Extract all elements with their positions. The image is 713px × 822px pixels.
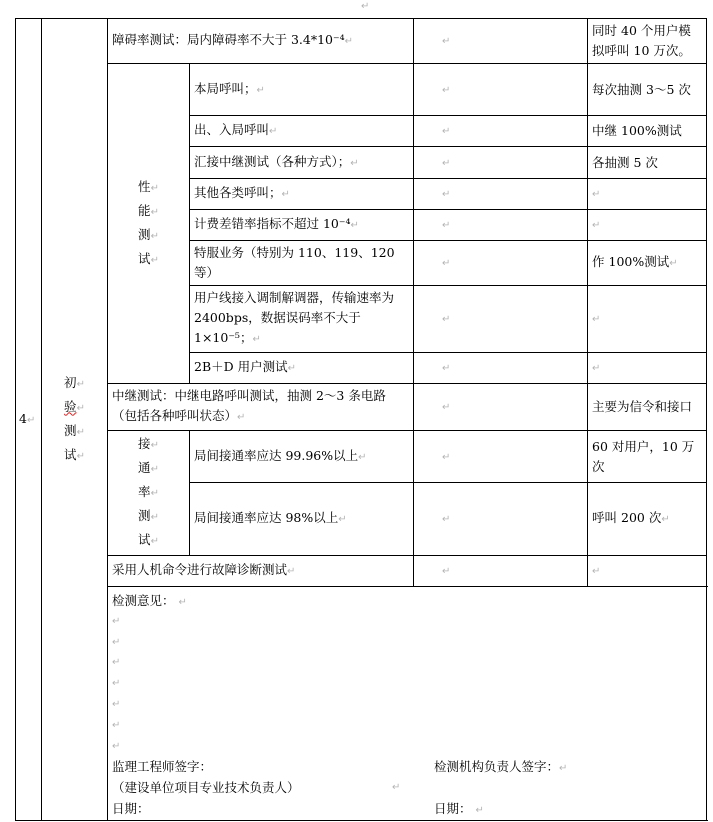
- result-cell: ↵: [414, 116, 588, 147]
- table-row: [16, 384, 707, 431]
- local-call-text: 本局呼叫；↵: [190, 64, 414, 116]
- connect-label-cell: [108, 431, 190, 556]
- modem-note: ↵: [588, 286, 707, 353]
- paragraph-mark: ↵: [112, 678, 121, 690]
- trunk-text: 中继测试：中继电路呼叫测试，抽测 2～3 条电路（包括各种呼叫状态）↵: [108, 384, 414, 431]
- opinion-label: 检测意见： ↵: [112, 593, 187, 608]
- item-number: 4: [19, 410, 27, 426]
- result-cell: ↵: [414, 179, 588, 210]
- supervisor-date: 日期：: [112, 800, 150, 816]
- table-row: [16, 64, 707, 116]
- diag-note: ↵: [588, 556, 707, 587]
- modem-text: 用户线接入调制解调器，传输速率为 2400bps，数据误码率不大于 1×10⁻⁵；↵: [190, 286, 414, 353]
- inspection-table: [15, 18, 707, 821]
- opinion-section: [108, 587, 707, 821]
- other-calls-note: ↵: [588, 179, 707, 210]
- special-text: 特服业务（特别为 110、119、120 等）: [190, 241, 414, 286]
- connect-char: 测↵: [138, 508, 159, 523]
- table-row: [16, 587, 707, 821]
- trunk-note: 主要为信令和接口: [588, 384, 707, 431]
- paragraph-mark: ↵: [112, 719, 121, 731]
- result-cell: ↵: [414, 384, 588, 431]
- inspector-date: 日期： ↵: [434, 800, 484, 816]
- connect-inter-text: 局间接通率应达 99.96%以上↵: [190, 431, 414, 483]
- special-note: 作 100%测试↵: [588, 241, 707, 286]
- signature-row: [112, 757, 702, 778]
- isdn-note: ↵: [588, 353, 707, 384]
- perf-label-cell: [108, 64, 190, 384]
- isdn-text: 2B＋D 用户测试↵: [190, 353, 414, 384]
- date-row: [112, 799, 702, 820]
- in-out-call-note: 中继 100%测试: [588, 116, 707, 147]
- perf-char: 试↵: [138, 250, 159, 266]
- other-calls-text: 其他各类呼叫；↵: [190, 179, 414, 210]
- billing-text: 计费差错率指标不超过 10⁻⁴↵: [190, 210, 414, 241]
- paragraph-mark: ↵: [112, 698, 121, 710]
- result-cell: ↵: [414, 241, 588, 286]
- stage-char: 初↵: [64, 374, 85, 390]
- table-row: [16, 431, 707, 483]
- connect-98-note: 呼叫 200 次↵: [588, 483, 707, 556]
- result-cell: ↵: [414, 353, 588, 384]
- result-cell: ↵: [414, 147, 588, 179]
- paragraph-mark: ↵: [112, 615, 121, 627]
- construction-unit: （建设单位项目专业技术负责人）: [112, 780, 300, 796]
- billing-note: ↵: [588, 210, 707, 241]
- connect-inter-note: 60 对用户，10 万次: [588, 431, 707, 483]
- tandem-note: 各抽测 5 次: [588, 147, 707, 179]
- table-row: [16, 19, 707, 64]
- result-cell: ↵: [414, 19, 588, 64]
- table-row: [16, 556, 707, 587]
- result-cell: ↵: [414, 556, 588, 587]
- tandem-text: 汇接中继测试（各种方式）；↵: [190, 147, 414, 179]
- connect-char: 试↵: [138, 532, 159, 547]
- paragraph-mark: ↵: [112, 636, 121, 648]
- item-number-cell: [16, 19, 42, 821]
- connect-char: 通↵: [138, 460, 159, 475]
- stage-char: 测↵: [64, 422, 85, 438]
- stage-label-cell: [42, 19, 108, 821]
- fault-rate-note: 同时 40 个用户模拟呼叫 10 万次。: [588, 19, 707, 64]
- perf-char: 能↵: [138, 202, 159, 218]
- result-cell: ↵: [414, 431, 588, 483]
- connect-char: 率↵: [138, 484, 159, 499]
- local-call-note: 每次抽测 3～5 次: [588, 64, 707, 116]
- connect-98-text: 局间接通率应达 98%以上↵: [190, 483, 414, 556]
- paragraph-mark: ↵: [112, 740, 121, 752]
- paragraph-mark: ↵: [112, 657, 121, 669]
- diag-text: 采用人机命令进行故障诊断测试↵: [108, 556, 414, 587]
- stage-char: 验↵: [64, 398, 85, 414]
- result-cell: ↵: [414, 286, 588, 353]
- result-cell: ↵: [414, 483, 588, 556]
- result-cell: ↵: [414, 210, 588, 241]
- inspector-sign: 检测机构负责人签字：↵: [434, 759, 568, 775]
- construction-unit-row: [112, 778, 702, 799]
- supervisor-sign: 监理工程师签字：: [112, 759, 213, 775]
- stage-char: 试↵: [64, 446, 85, 462]
- connect-char: 接↵: [138, 436, 159, 451]
- paragraph-mark: ↵: [392, 782, 401, 794]
- paragraph-mark: ↵: [361, 1, 370, 12]
- in-out-call-text: 出、入局呼叫↵: [190, 116, 414, 147]
- perf-char: 测↵: [138, 226, 159, 242]
- fault-rate-text: 障碍率测试：局内障碍率不大于 3.4*10⁻⁴↵: [108, 19, 414, 64]
- perf-char: 性↵: [138, 178, 159, 194]
- result-cell: ↵: [414, 64, 588, 116]
- paragraph-mark: ↵: [26, 414, 36, 426]
